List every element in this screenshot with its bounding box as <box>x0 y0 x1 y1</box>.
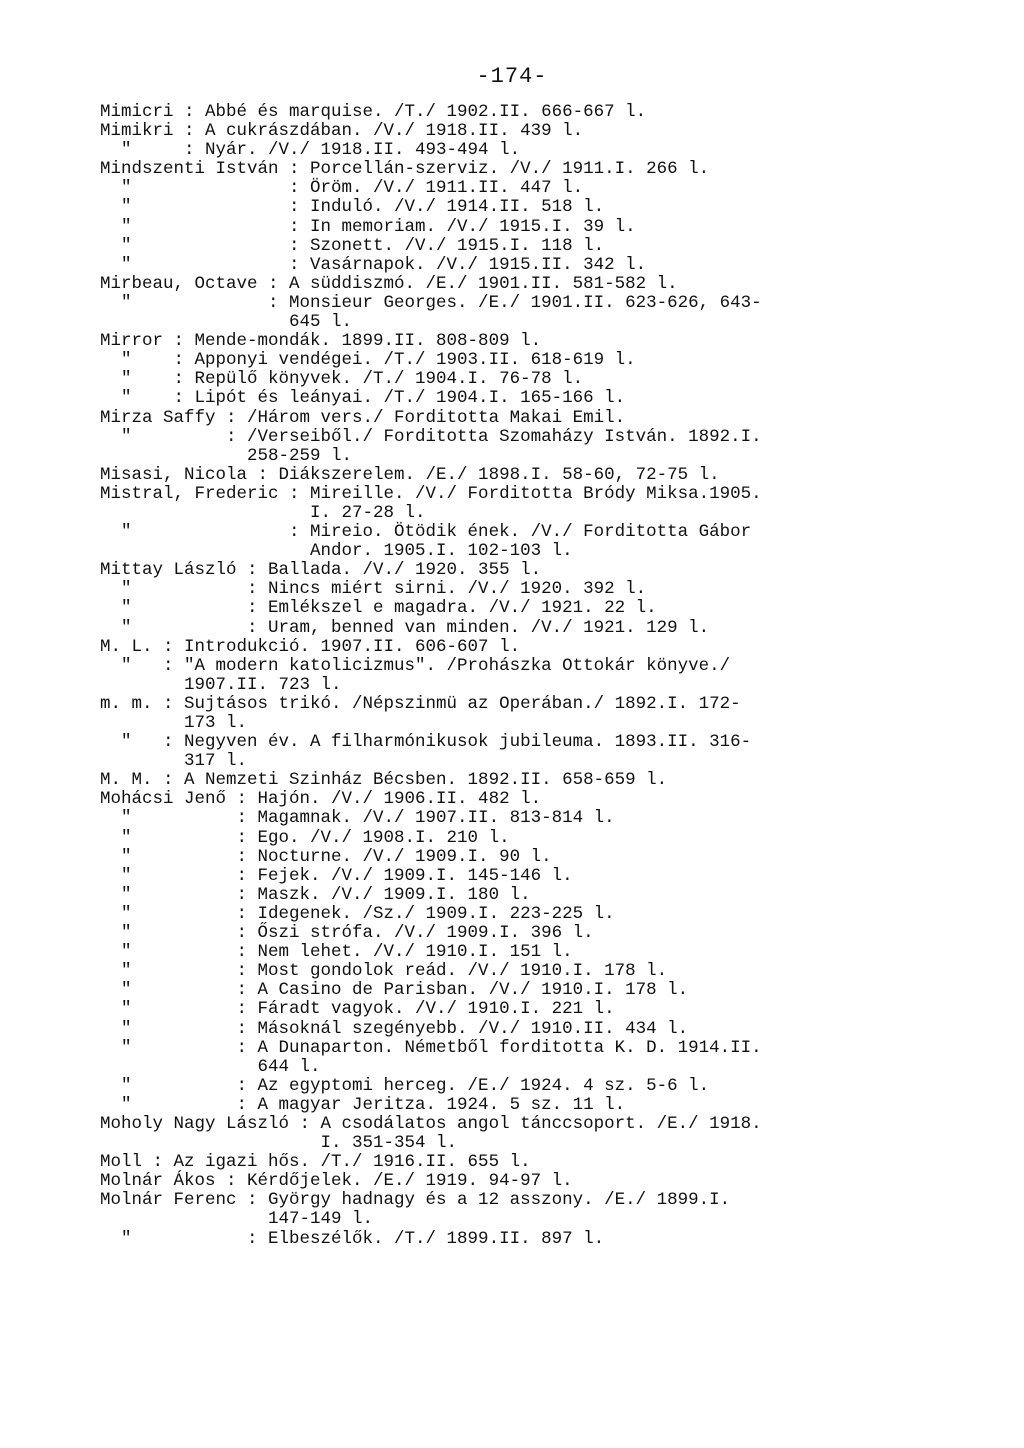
entry-line: Mimikri : A cukrászdában. /V./ 1918.II. 439 l. <box>100 121 584 142</box>
entry-line: " : A Dunaparton. Németből forditotta K. D. 1914.II. <box>100 1037 762 1058</box>
entry-line: 317 l. <box>100 751 248 772</box>
entry-line: I. 351-354 l. <box>100 1133 458 1154</box>
entry-line: M. M. : A Nemzeti Szinház Bécsben. 1892.II. 658-659 l. <box>100 770 668 791</box>
entry-line: " : Idegenek. /Sz./ 1909.I. 223-225 l. <box>100 903 615 924</box>
entry-line: Mohácsi Jenő : Hajón. /V./ 1906.II. 482 l. <box>100 789 542 810</box>
entry-line: Moll : Az igazi hős. /T./ 1916.II. 655 l. <box>100 1152 531 1173</box>
entry-line: " : Repülő könyvek. /T./ 1904.I. 76-78 l. <box>100 369 584 390</box>
entry-line: Mirror : Mende-mondák. 1899.II. 808-809 l. <box>100 331 542 352</box>
page-number: -174- <box>476 64 548 89</box>
entry-line: " : Lipót és leányai. /T./ 1904.I. 165-166 l. <box>100 388 626 409</box>
entry-line: " : Mireio. Ötödik ének. /V./ Forditotta Gábor <box>100 522 752 543</box>
entry-line: Mistral, Frederic : Mireille. /V./ Forditotta Bródy Miksa.1905. <box>100 483 762 504</box>
entry-line: " : /Verseiből./ Forditotta Szomaházy István. 1892.I. <box>100 426 762 447</box>
entry-line: " : Emlékszel e magadra. /V./ 1921. 22 l. <box>100 598 657 619</box>
entry-line: 258-259 l. <box>100 445 353 466</box>
entry-line: " : Monsieur Georges. /E./ 1901.II. 623-626, 643- <box>100 292 762 313</box>
entry-line: Moholy Nagy László : A csodálatos angol tánccsoport. /E./ 1918. <box>100 1113 762 1134</box>
entry-line: " : Nocturne. /V./ 1909.I. 90 l. <box>100 846 552 867</box>
entry-line: M. L. : Introdukció. 1907.II. 606-607 l. <box>100 636 521 657</box>
entry-line: m. m. : Sujtásos trikó. /Népszinmü az Operában./ 1892.I. 172- <box>100 693 741 714</box>
entry-line: 147-149 l. <box>100 1209 374 1230</box>
entry-line: " : Fejek. /V./ 1909.I. 145-146 l. <box>100 865 573 886</box>
entry-line: Mittay László : Ballada. /V./ 1920. 355 l. <box>100 560 542 581</box>
entry-line: Mindszenti István : Porcellán-szerviz. /V./ 1911.I. 266 l. <box>100 159 710 180</box>
entry-line: " : Fáradt vagyok. /V./ 1910.I. 221 l. <box>100 999 615 1020</box>
entry-line: " : Apponyi vendégei. /T./ 1903.II. 618-619 l. <box>100 350 636 371</box>
entry-line: Andor. 1905.I. 102-103 l. <box>100 541 573 562</box>
entry-line: " : A Casino de Parisban. /V./ 1910.I. 178 l. <box>100 980 689 1001</box>
entry-line: " : Induló. /V./ 1914.II. 518 l. <box>100 197 605 218</box>
entry-line: " : Elbeszélők. /T./ 1899.II. 897 l. <box>100 1228 605 1249</box>
entry-line: Misasi, Nicola : Diákszerelem. /E./ 1898.I. 58-60, 72-75 l. <box>100 464 720 485</box>
entry-line: 1907.II. 723 l. <box>100 674 342 695</box>
entry-line: 644 l. <box>100 1056 321 1077</box>
entry-line: " : Uram, benned van minden. /V./ 1921. 129 l. <box>100 617 710 638</box>
bibliography-entries <box>100 103 980 1249</box>
entry-line: " : Most gondolok reád. /V./ 1910.I. 178 l. <box>100 961 668 982</box>
entry-line: " : Őszi strófa. /V./ 1909.I. 396 l. <box>100 923 594 944</box>
entry-line: " : Szonett. /V./ 1915.I. 118 l. <box>100 235 605 256</box>
entry-line: Mimicri : Abbé és marquise. /T./ 1902.II. 666-667 l. <box>100 102 647 122</box>
entry-line: Mirbeau, Octave : A süddiszmó. /E./ 1901.II. 581-582 l. <box>100 273 678 294</box>
entry-line: I. 27-28 l. <box>100 502 426 523</box>
entry-line: Mirza Saffy : /Három vers./ Forditotta Makai Emil. <box>100 407 626 428</box>
entry-line: " : Magamnak. /V./ 1907.II. 813-814 l. <box>100 808 615 829</box>
entry-line: " : Az egyptomi herceg. /E./ 1924. 4 sz. 5-6 l. <box>100 1075 710 1096</box>
entry-line: " : Nincs miért sirni. /V./ 1920. 392 l. <box>100 579 647 600</box>
entry-line: " : In memoriam. /V./ 1915.I. 39 l. <box>100 216 636 237</box>
entry-line: " : A magyar Jeritza. 1924. 5 sz. 11 l. <box>100 1094 626 1115</box>
entry-line: Molnár Ferenc : György hadnagy és a 12 asszony. /E./ 1899.I. <box>100 1190 731 1211</box>
entry-line: " : Ego. /V./ 1908.I. 210 l. <box>100 827 510 848</box>
entry-line: " : Negyven év. A filharmónikusok jubileuma. 1893.II. 316- <box>100 732 752 753</box>
entry-line: " : Nem lehet. /V./ 1910.I. 151 l. <box>100 942 573 963</box>
entry-line: " : Maszk. /V./ 1909.I. 180 l. <box>100 884 531 905</box>
entry-line: 645 l. <box>100 312 353 333</box>
entry-line: " : "A modern katolicizmus". /Prohászka Ottokár könyve./ <box>100 655 731 676</box>
entry-line: " : Vasárnapok. /V./ 1915.II. 342 l. <box>100 254 647 275</box>
entry-line: Molnár Ákos : Kérdőjelek. /E./ 1919. 94-97 l. <box>100 1171 573 1192</box>
entry-line: " : Nyár. /V./ 1918.II. 493-494 l. <box>100 140 521 161</box>
entry-line: " : Másoknál szegényebb. /V./ 1910.II. 434 l. <box>100 1018 689 1039</box>
entry-line: 173 l. <box>100 713 248 733</box>
entry-line: " : Öröm. /V./ 1911.II. 447 l. <box>100 178 584 199</box>
